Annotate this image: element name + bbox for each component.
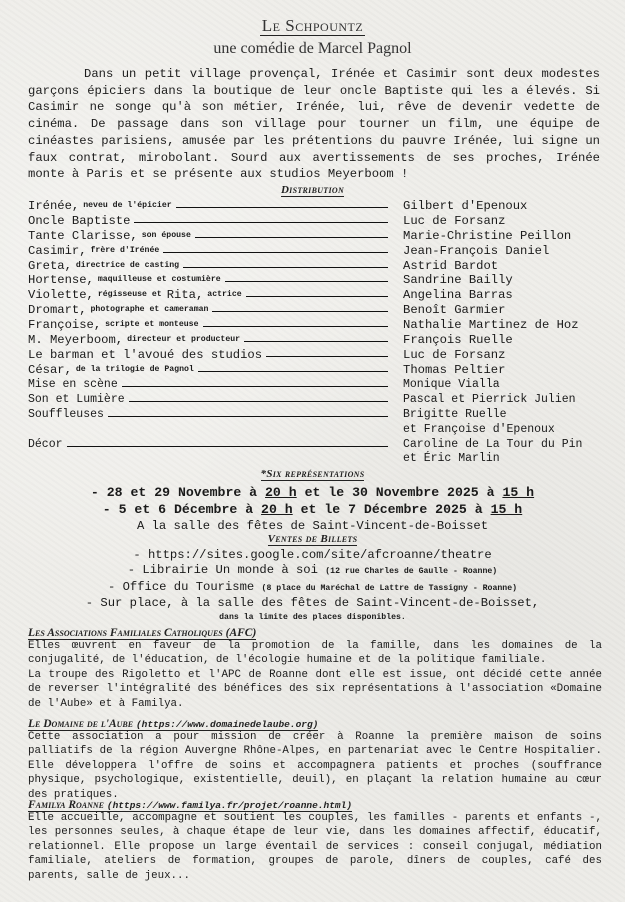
show-dates (0, 484, 625, 535)
ticket-outlet: - Sur place, à la salle des fêtes de Saint-Vincent-de-Boisset, (85, 596, 540, 611)
leader-line (195, 237, 388, 238)
page-title: Le Schpountz (261, 16, 364, 35)
association-domaine-aube: Le Domaine de l'Aube (https://www.domainedelaube.org) Cette association a pour mission de créer à Roanne la première maison de soins palliatifs de la région Auvergne Rhône-Alpes, en partenariat avec le Centre Hospitalier. Elle développera l'offre de soins et accompagnera patients et proches (souffrance physique, psychologique, existentielle, deuil), en plaçant la relation humaine au cœur des pratiques. (28, 718, 602, 801)
leader-line (134, 222, 388, 223)
cast-row: Violette, régisseuse et Rita, actrice Angelina Barras (28, 288, 513, 303)
crew-row: Souffleuses Brigitte Ruelle (28, 407, 507, 421)
cast-row: Irénée, neveu de l'épicier Gilbert d'Epenoux (28, 199, 528, 213)
association-heading: Le Domaine de l'Aube (https://www.domainedelaube.org) (28, 718, 319, 730)
cast-row: Dromart, photographe et cameraman Benoît Garmier (28, 303, 506, 318)
distribution-heading: Distribution (280, 184, 345, 196)
leader-line (183, 267, 388, 268)
cast-row: Françoise, scripte et monteuse Nathalie Martinez de Hoz (28, 318, 579, 333)
leader-line (266, 356, 388, 357)
leader-line (122, 386, 388, 387)
crew-row: et Éric Marlin (403, 452, 500, 466)
cast-row: Tante Clarisse, son épouse Marie-Christine Peillon (28, 228, 572, 243)
cast-row: César, de la trilogie de Pagnol Thomas Peltier (28, 362, 506, 377)
cast-row: M. Meyerboom, directeur et producteur François Ruelle (28, 333, 513, 348)
association-familya: Familya Roanne (https://www.familya.fr/projet/roanne.html) Elle accueille, accompagne et soutient les couples, les familles - parents et enfants -, les personnes seules, à chaque étape de leur vie, dans les domaines affectif, éducatif, relationnel. Elle propose un large éventail de services : conseil conjugal, médiation familiale, ateliers de formation, groupes de parole, dîners de couples, café des parents, salle de jeux... (28, 799, 602, 882)
crew-list (28, 378, 608, 467)
association-afc: Les Associations Familiales Catholiques (AFC) Elles œuvrent en faveur de la promotion de la famille, dans les domaines de la conjugalité, de l'éducation, de l'écologie humaine et de la politique familiale. La troupe des Rigoletto et l'APC de Roanne dont elle est issue, ont décidé cette année de reverser l'intégralité des bénéfices des six représentations à l'association «Domaine de l'Aube» et à Familya. (28, 627, 602, 710)
crew-row: Mise en scène Monique Vialla (28, 378, 500, 391)
cast-row: Le barman et l'avoué des studios Luc de Forsanz (28, 347, 506, 362)
synopsis: Dans un petit village provençal, Irénée et Casimir sont deux modestes garçons épiciers dans la boutique de leur oncle Baptiste qui les a élevés. Si Casimir ne songe qu'à son métier, Irénée, lui, rêve de devenir vedette de cinéma. De passage dans son village pour tourner un film, une équipe de cinéastes parisiens, amusée par les prétentions du pauvre Irénée, lui signe un faux contrat, mirobolant. Sourd aux avertissements de ses proches, Irénée monte à Paris et se présente aux studios Meyerboom ! (28, 67, 600, 182)
tickets-heading: Ventes de Billets (267, 533, 358, 545)
ticket-outlets (0, 548, 625, 626)
leader-line (108, 416, 388, 417)
crew-row: Son et Lumière Pascal et Pierrick Julien (28, 392, 576, 406)
page-subtitle: une comédie de Marcel Pagnol (213, 40, 412, 57)
shows-heading: *Six représentations (260, 468, 365, 480)
leader-line (212, 311, 388, 312)
cast-list (28, 199, 608, 378)
leader-line (246, 296, 388, 297)
ticket-outlet[interactable]: - https://sites.google.com/site/afcroanne/theatre (133, 548, 492, 562)
ticket-outlet: - Office du Tourisme (8 place du Maréchal de Lattre de Tassigny - Roanne) (107, 579, 518, 594)
leader-line (198, 371, 388, 372)
show-dates-line: - 5 et 6 Décembre à 20 h et le 7 Décembre 2025 à 15 h (102, 502, 523, 517)
leader-line (67, 446, 388, 447)
leader-line (129, 401, 388, 402)
show-dates-line: - 28 et 29 Novembre à 20 h et le 30 Novembre 2025 à 15 h (90, 485, 535, 500)
ticket-outlet: - Librairie Un monde à soi (12 rue Charles de Gaulle - Roanne) (127, 562, 498, 577)
cast-row: Casimir, frère d'Irénée Jean-François Daniel (28, 243, 550, 258)
leader-line (203, 326, 389, 327)
association-heading: Les Associations Familiales Catholiques (AFC) (28, 627, 257, 639)
leader-line (244, 341, 388, 342)
crew-row: Décor Caroline de La Tour du Pin (28, 437, 583, 451)
association-heading: Familya Roanne (https://www.familya.fr/projet/roanne.html) (28, 799, 353, 811)
cast-row: Greta, directrice de casting Astrid Bardot (28, 258, 499, 273)
leader-line (225, 281, 388, 282)
crew-row: et Françoise d'Epenoux (403, 422, 555, 436)
leader-line (176, 207, 388, 208)
cast-row: Oncle Baptiste Luc de Forsanz (28, 213, 506, 228)
ticket-note: dans la limite des places disponibles. (219, 613, 406, 623)
venue: A la salle des fêtes de Saint-Vincent-de-Boisset (136, 519, 489, 533)
leader-line (163, 252, 388, 253)
cast-row: Hortense, maquilleuse et costumière Sandrine Bailly (28, 273, 513, 288)
